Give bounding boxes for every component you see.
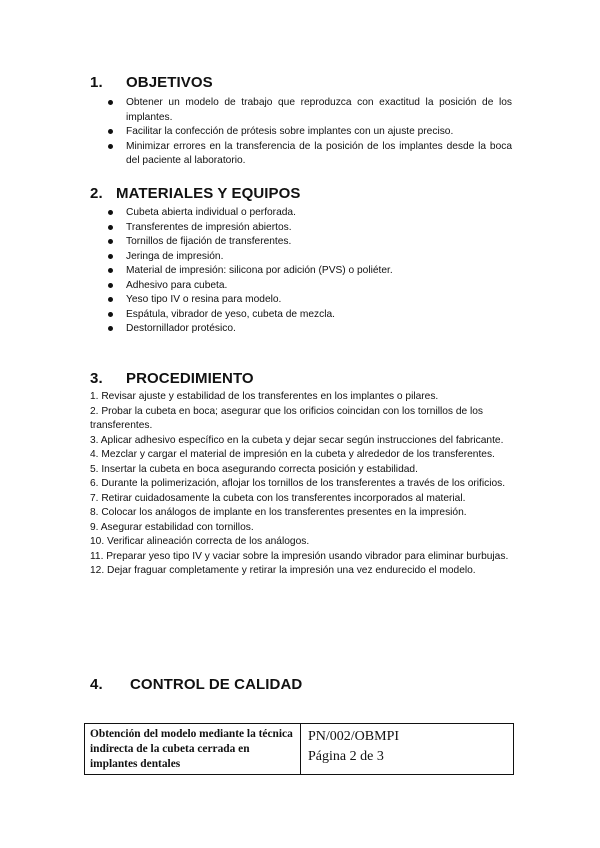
list-item: Facilitar la confección de prótesis sobre implantes con un ajuste preciso.	[108, 125, 512, 140]
list-item: Material de impresión: silicona por adición (PVS) o poliéter.	[108, 264, 512, 279]
section-heading-materiales	[90, 185, 301, 202]
list-item: 4. Mezclar y cargar el material de impresión en la cubeta y alrededor de los transferentes.	[90, 449, 495, 460]
list-item: 2. Probar la cubeta en boca; asegurar que los orificios coincidan con los tornillos de los transferentes.	[90, 405, 484, 431]
section-number: 4.	[90, 676, 103, 693]
section-number: 2.	[90, 185, 103, 202]
list-item: Minimizar errores en la transferencia de la posición de los implantes desde la boca del paciente al laboratorio.	[108, 140, 512, 169]
list-item: Jeringa de impresión.	[108, 250, 512, 265]
section-number: 3.	[90, 370, 103, 387]
footer-table	[84, 723, 514, 775]
bullet-icon	[108, 144, 113, 149]
bullet-icon	[108, 225, 113, 230]
list-item: Tornillos de fijación de transferentes.	[108, 235, 512, 250]
list-item: Espátula, vibrador de yeso, cubeta de mezcla.	[108, 308, 512, 323]
list-item: Cubeta abierta individual o perforada.	[108, 206, 512, 221]
document-code: PN/002/OBMPI	[308, 729, 400, 744]
list-item: Destornillador protésico.	[108, 322, 512, 337]
list-item: Adhesivo para cubeta.	[108, 279, 512, 294]
procedimiento-steps	[90, 390, 510, 579]
list-item: Yeso tipo IV o resina para modelo.	[108, 293, 512, 308]
bullet-icon	[108, 239, 113, 244]
bullet-icon	[108, 100, 113, 105]
list-item: Transferentes de impresión abiertos.	[108, 221, 512, 236]
section-heading-procedimiento	[90, 370, 254, 387]
list-item: 7. Retirar cuidadosamente la cubeta con los transferentes incorporados al material.	[90, 492, 466, 504]
list-item: 5. Insertar la cubeta en boca asegurando correcta posición y estabilidad.	[90, 463, 418, 475]
footer-code-cell	[301, 724, 513, 774]
section-heading-control-calidad	[90, 676, 302, 693]
bullet-icon	[108, 326, 113, 331]
objetivos-list	[108, 96, 512, 169]
list-item: 1. Revisar ajuste y estabilidad de los transferentes en los implantes o pilares.	[90, 391, 439, 402]
materiales-list	[108, 206, 512, 337]
list-item: 11. Preparar yeso tipo IV y vaciar sobre la impresión usando vibrador para eliminar burbujas.	[90, 550, 509, 562]
footer-document-title: Obtención del modelo mediante la técnica indirecta de la cubeta cerrada en implantes dentales	[85, 724, 301, 774]
bullet-icon	[108, 297, 113, 302]
bullet-icon	[108, 283, 113, 288]
list-item: 9. Asegurar estabilidad con tornillos.	[90, 521, 254, 533]
bullet-icon	[108, 210, 113, 215]
list-item: Obtener un modelo de trabajo que reproduzca con exactitud la posición de los implantes.	[108, 96, 512, 125]
section-title: OBJETIVOS	[126, 74, 213, 91]
bullet-icon	[108, 312, 113, 317]
bullet-icon	[108, 129, 113, 134]
section-title: PROCEDIMIENTO	[126, 370, 254, 387]
page-number: Página 2 de 3	[308, 749, 384, 764]
list-item: 8. Colocar los análogos de implante en los transferentes presentes en la impresión.	[90, 507, 467, 518]
section-title: CONTROL DE CALIDAD	[130, 676, 303, 693]
list-item: 3. Aplicar adhesivo específico en la cubeta y dejar secar según instrucciones del fabricante.	[90, 434, 504, 446]
section-title: MATERIALES Y EQUIPOS	[116, 185, 301, 202]
list-item: 6. Durante la polimerización, aflojar los tornillos de los transferentes a través de los orificios.	[90, 478, 506, 489]
section-number: 1.	[90, 74, 103, 91]
section-heading-objetivos	[90, 74, 213, 91]
bullet-icon	[108, 268, 113, 273]
bullet-icon	[108, 254, 113, 259]
list-item: 10. Verificar alineación correcta de los análogos.	[90, 536, 310, 547]
list-item: 12. Dejar fraguar completamente y retirar la impresión una vez endurecido el modelo.	[90, 565, 476, 576]
